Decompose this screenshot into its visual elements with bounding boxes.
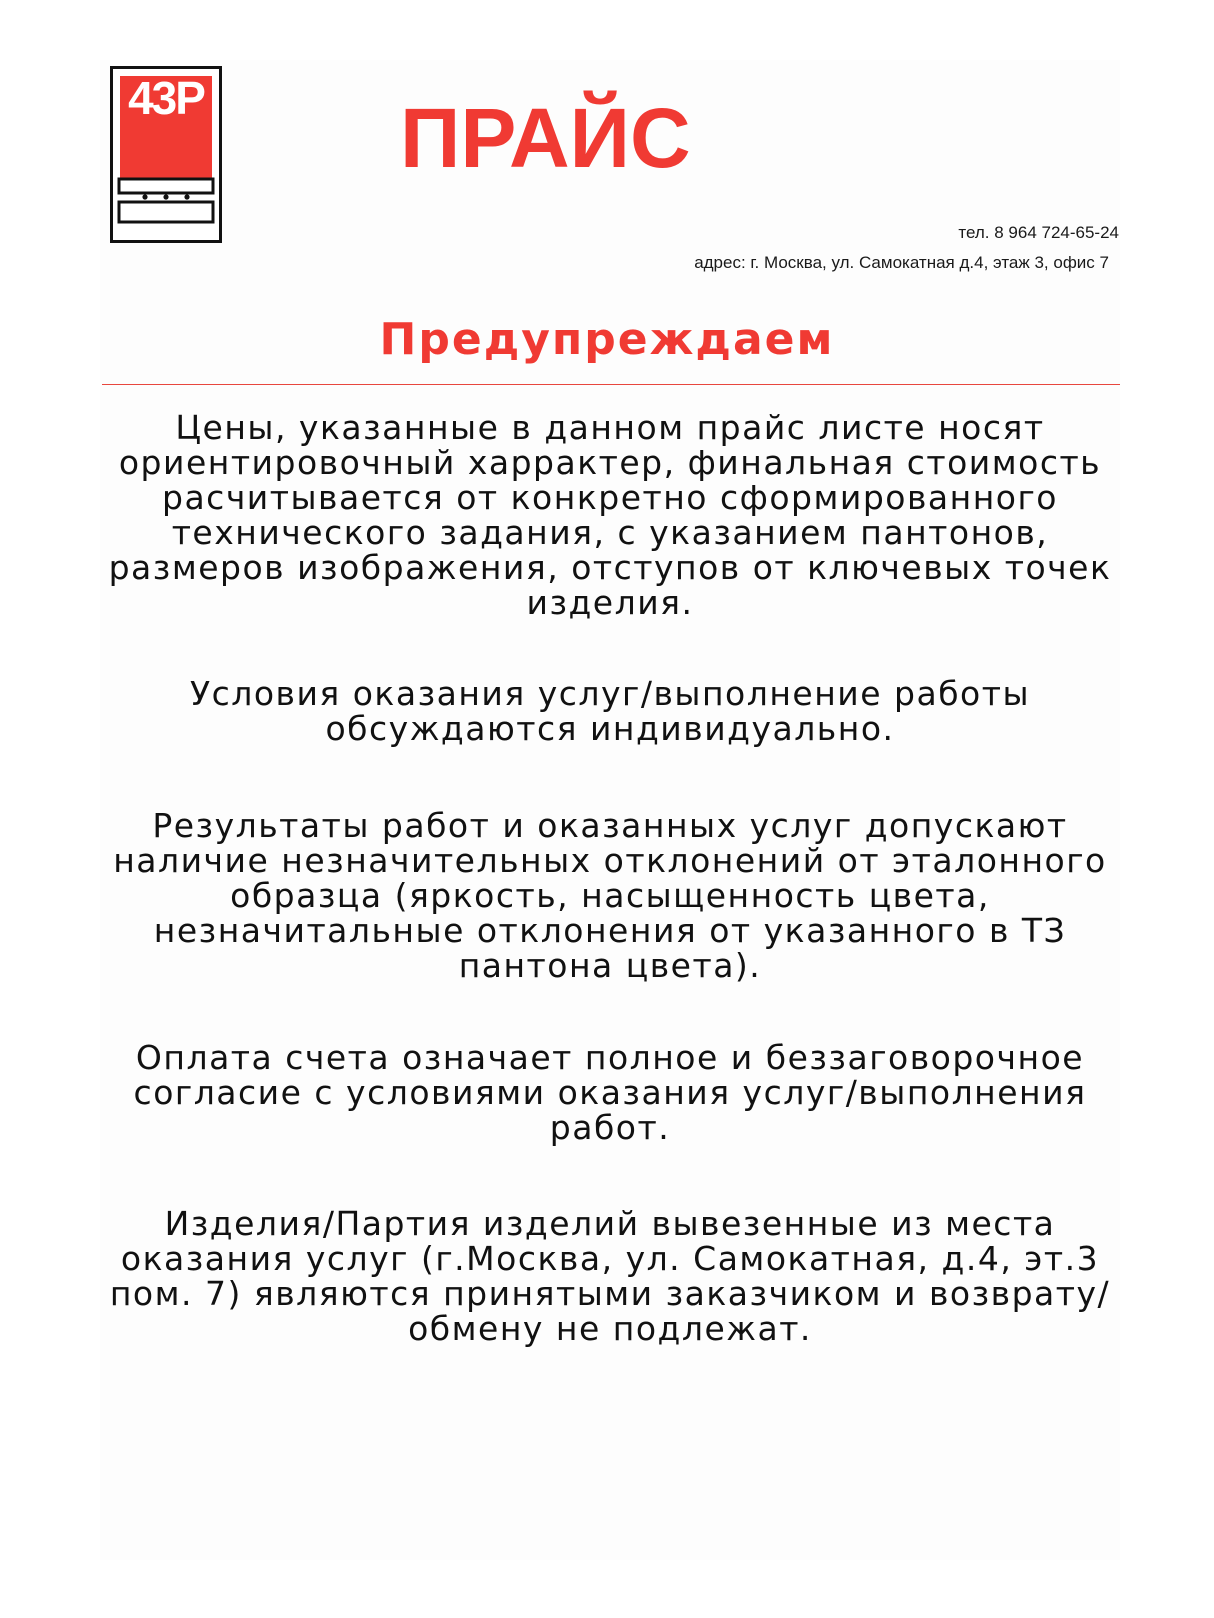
contact-phone: тел. 8 964 724-65-24 (958, 223, 1119, 242)
notice-deviations: Результаты работ и оказанных услуг допускают наличие незначительных отклонений от эталонного образца (яркость, насыщенность цвета, незначитальные отклонения от указанного в ТЗ пантона цвета). (113, 806, 1107, 985)
heading-divider (102, 384, 1120, 385)
contact-address: адрес: г. Москва, ул. Самокатная д.4, этаж 3, офис 7 (694, 253, 1109, 272)
notice-terms: Условия оказания услуг/выполнение работы обсуждаются индивидуально. (189, 674, 1031, 748)
page-title: ПРАЙС (400, 91, 691, 185)
company-logo (110, 66, 222, 243)
warning-heading: Предупреждаем (379, 314, 835, 365)
notice-returns: Изделия/Партия изделий вывезенные из места оказания услуг (г.Москва, ул. Самокатная, д.4, эт.3 пом. 7) являются принятыми заказчиком и возврату/обмену не подлежат. (109, 1204, 1111, 1348)
notice-payment: Оплата счета означает полное и беззаговорочное согласие с условиями оказания услуг/выполнения работ. (133, 1038, 1087, 1147)
notice-prices: Цены, указанные в данном прайс листе носят ориентировочный харрактер, финальная стоимость расчитывается от конкретно сформированного технического задания, с указанием пантонов, размеров изображения, отступов от ключевых точек изделия. (108, 408, 1112, 622)
press-logo-icon (110, 66, 222, 243)
logo-text: 43Р (128, 72, 204, 124)
